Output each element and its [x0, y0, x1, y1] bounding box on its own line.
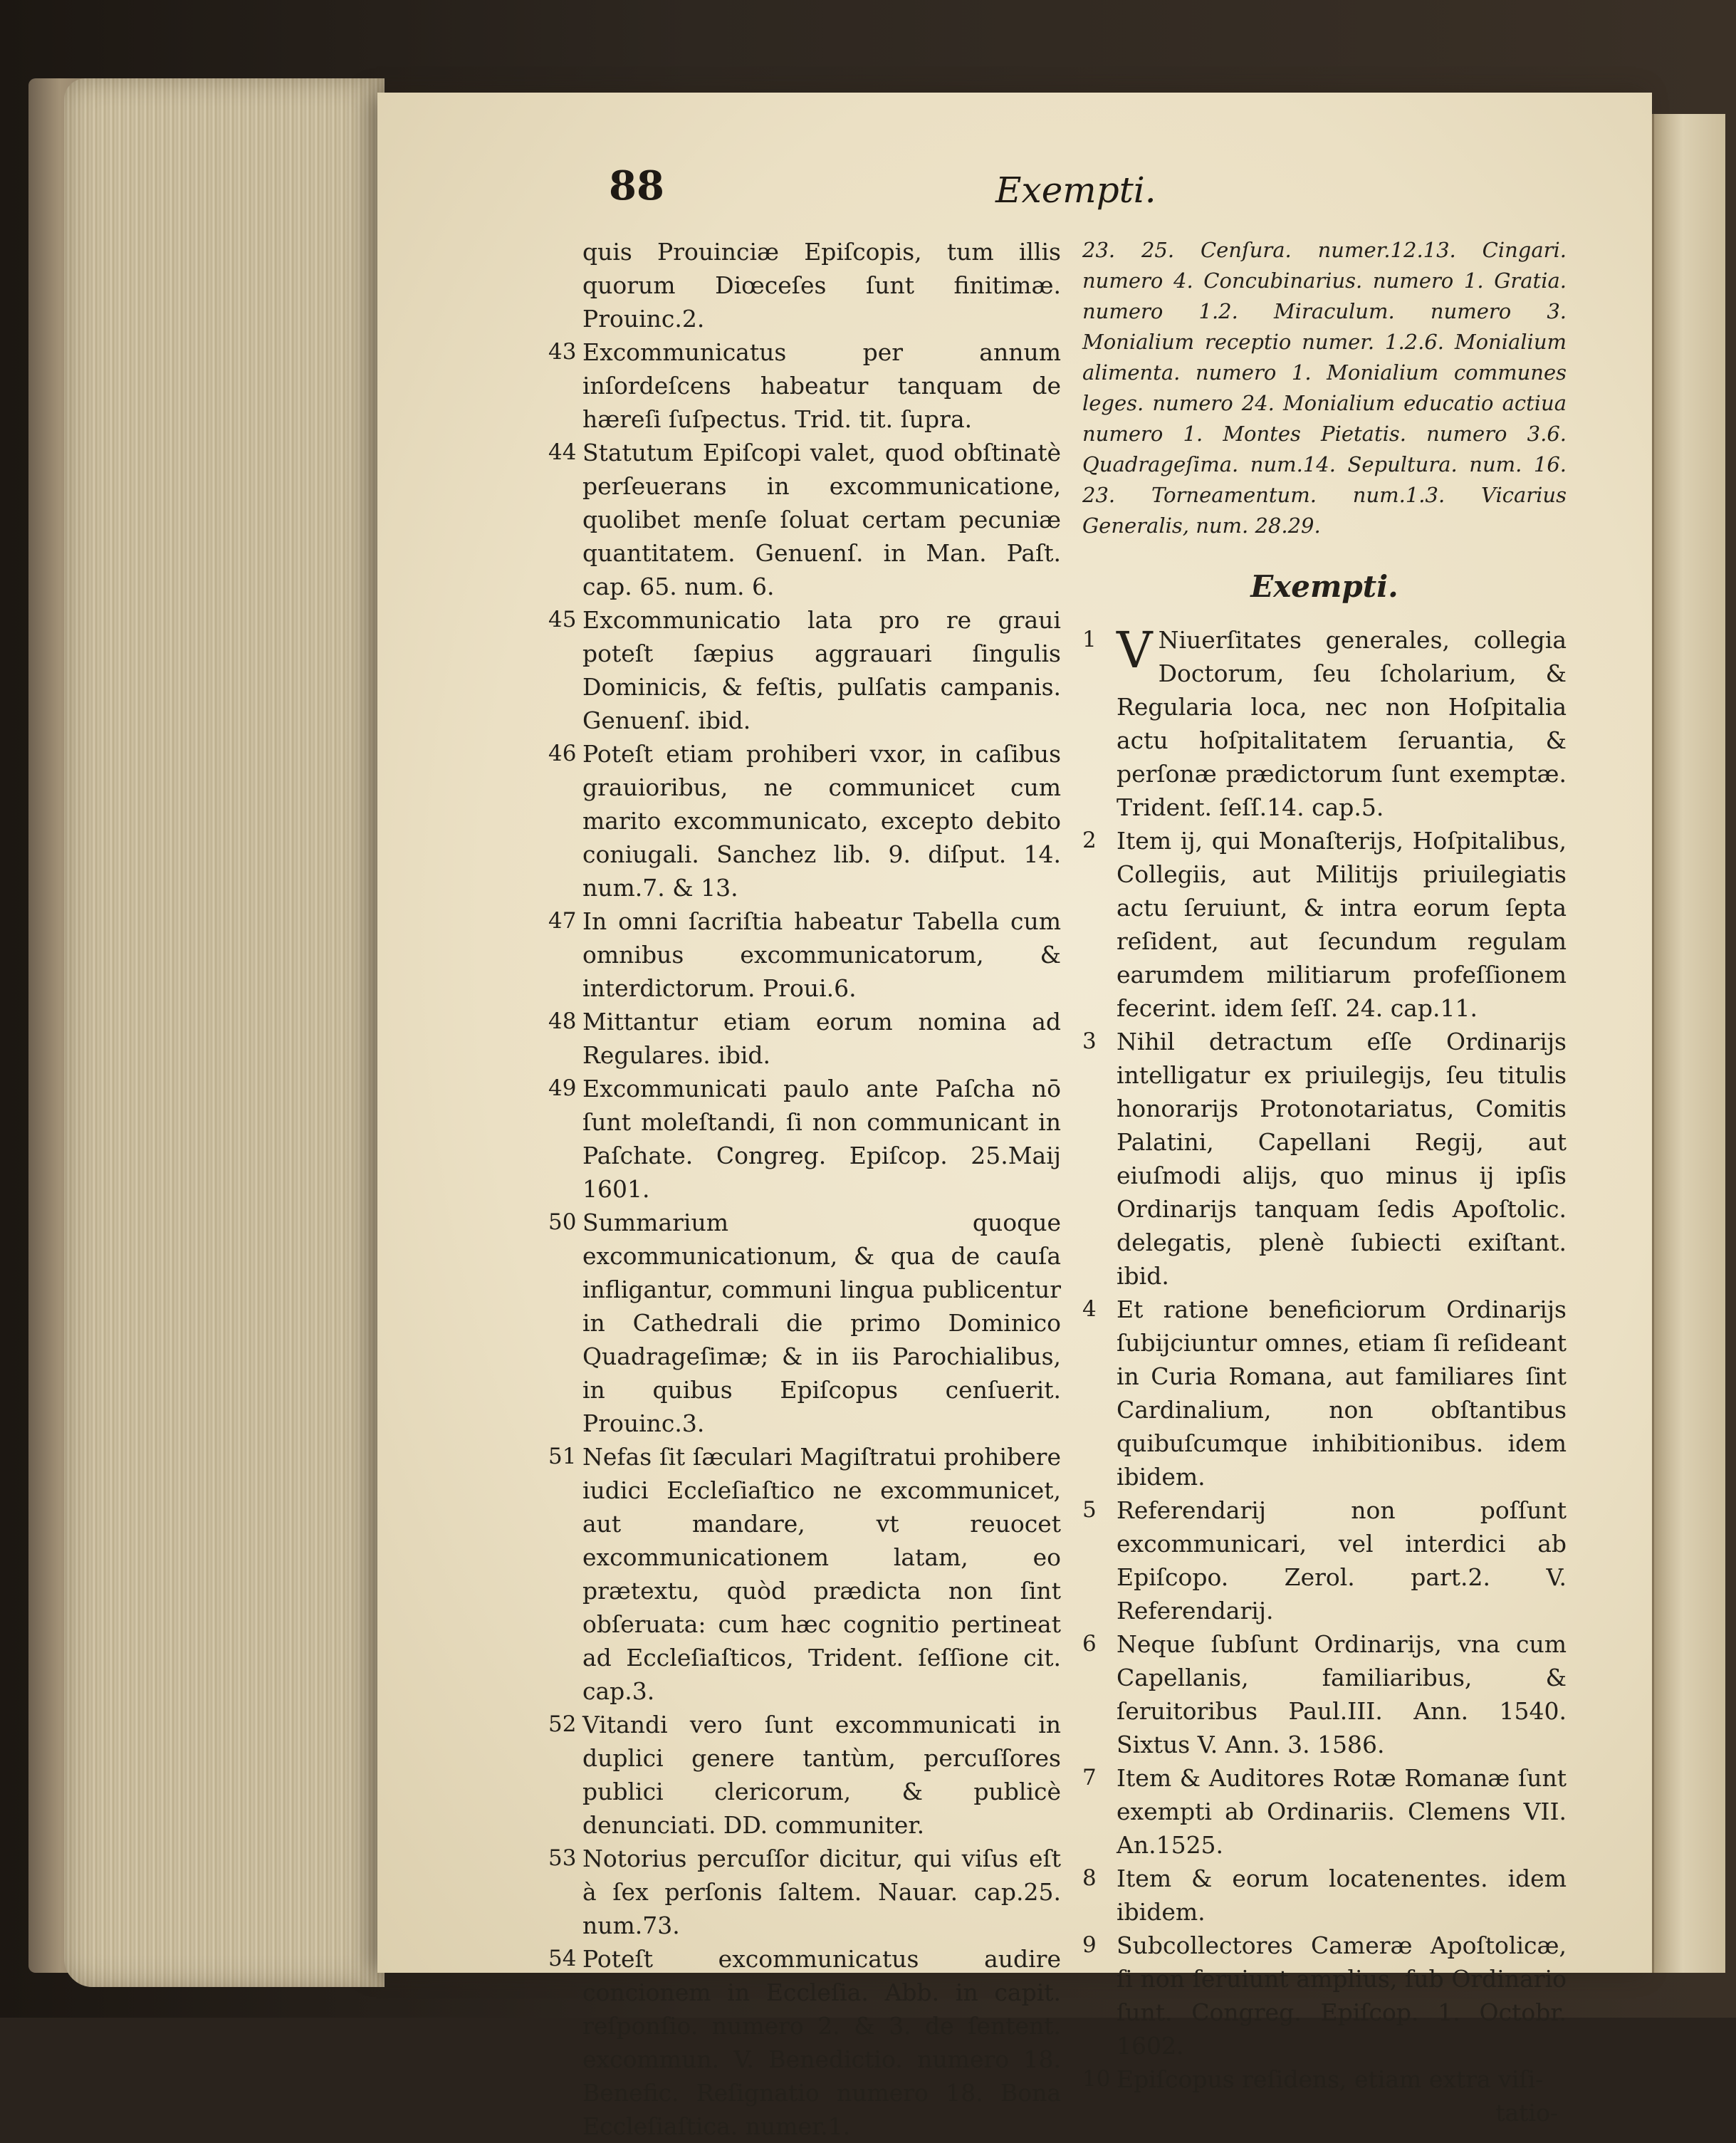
entry-text: Summarium quoque excommunicationum, & qua de cauſa infligantur, communi lingua publicentur in Cathedrali die primo Dominico Quadrageſimæ; & in iis Parochialibus, in quibus Epiſcopus cenſuerit. Prouinc.3. [582, 1209, 1061, 1437]
left-entry [548, 1842, 1061, 1942]
right-entry [1082, 824, 1567, 1025]
left-entry [548, 1942, 1061, 2143]
right-entry [1082, 623, 1567, 824]
entry-text: Poteſt etiam prohiberi vxor, in caſibus grauioribus, ne communicet cum marito excommunicato, excepto debito coniugali. Sanchez lib. 9. diſput. 14. num.7. & 13. [582, 740, 1061, 902]
entry-text: Excommunicatio lata pro re graui poteſt ſæpius aggrauari ſingulis Dominicis, & feſtis, pulſatis campanis. Genuenſ. ibid. [582, 606, 1061, 734]
entry-number: 10 [1082, 2066, 1111, 2092]
left-entry [548, 1206, 1061, 1440]
left-entry [548, 904, 1061, 1005]
entry-number: 51 [548, 1444, 577, 1469]
running-head: Exempti. [995, 170, 1156, 211]
entry-number: 54 [548, 1946, 577, 1971]
entry-text: quis Prouinciæ Epiſcopis, tum illis quorum Diœceſes ſunt finitimæ. Prouinc.2. [582, 238, 1061, 333]
entry-text: Subcollectores Cameræ Apoſtolicæ, ſi non ſeruiunt amplius, ſub Ordinario ſunt. Congreg. Epiſcop. 1. Octobr. 1602. [1117, 1931, 1567, 2060]
left-entry [548, 1708, 1061, 1842]
right-entry [1082, 1862, 1567, 1929]
right-entry [1082, 1293, 1567, 1493]
entry-text: Item ij, qui Monaſterijs, Hoſpitalibus, Collegiis, aut Militijs priuilegiatis actu ſeruiunt, & intra eorum ſepta reſident, aut ſecundum regulam earumdem militiarum profeſſionem fecerint. idem ſeſſ. 24. cap.11. [1117, 827, 1567, 1022]
left-entry [548, 335, 1061, 436]
entry-text: Et ratione beneficiorum Ordinarijs ſubijciuntur omnes, etiam ſi reſideant in Curia Romana, aut familiares ſint Cardinalium, non obſtantibus quibuſcumque inhibitionibus. idem ibidem. [1117, 1295, 1567, 1491]
entry-number: 8 [1082, 1865, 1097, 1891]
left-entry [548, 1072, 1061, 1206]
entry-number: 53 [548, 1845, 577, 1871]
left-entry [548, 235, 1061, 335]
entry-number: 44 [548, 439, 577, 465]
right-column [1082, 235, 1567, 2129]
entry-number: 7 [1082, 1765, 1097, 1790]
entry-text: Niuerſitates generales, collegia Doctorum, ſeu ſcholarium, & Regularia loca, nec non Hoſpitalia actu hoſpitalitatem ſeruantia, & perſonæ prædictorum ſunt exemptæ. Trident. ſeſſ.14. cap.5. [1117, 626, 1567, 821]
right-entry [1082, 1929, 1567, 2063]
entry-text: Excommunicatus per annum inſordeſcens habeatur tanquam de hæreſi ſuſpectus. Trid. tit. ſupra. [582, 338, 1061, 433]
left-entry [548, 1005, 1061, 1072]
entry-number: 49 [548, 1075, 577, 1101]
entry-number: 46 [548, 741, 577, 766]
right-entry [1082, 1627, 1567, 1761]
entry-text: Item & eorum locatenentes. idem ibidem. [1117, 1865, 1567, 1926]
entry-text: Epiſcopus reſidens, etiam extra viſi- [1117, 2065, 1544, 2093]
right-entry [1082, 2063, 1567, 2096]
right-entry [1082, 1761, 1567, 1862]
entry-text: Poteſt excommunicatus audire concionem in Eccleſia. Abb. in capit. reſponſio. numero 2. & 3. de ſentent. excommun. V. Benedictio. numero 18. Benefic. Reſignatio numero 18. Bona Eccleſiaſtica. numer.1. [582, 1945, 1061, 2140]
entry-text: Statutum Epiſcopi valet, quod obſtinatè perſeuerans in excommunicatione, quolibet menſe ſoluat certam pecuniæ quantitatem. Genuenſ. in Man. Paſt. cap. 65. num. 6. [582, 439, 1061, 600]
section-title: Exempti. [1250, 569, 1398, 604]
right-entry [1082, 1493, 1567, 1627]
entry-number: 52 [548, 1711, 577, 1737]
page-number: 88 [609, 162, 664, 209]
entry-number: 4 [1082, 1296, 1097, 1322]
left-column [548, 235, 1061, 2143]
entry-number: 48 [548, 1008, 577, 1034]
entry-text: Mittantur etiam eorum nomina ad Regulares. ibid. [582, 1008, 1061, 1069]
entry-number: 3 [1082, 1028, 1097, 1054]
facing-page-edge [1652, 114, 1725, 1973]
entry-number: 47 [548, 908, 577, 934]
index-continuation: 23. 25. Cenſura. numer.12.13. Cingari. numero 4. Concubinarius. numero 1. Gratia. numero 1.2. Miraculum. numero 3. Monialium receptio numer. 1.2.6. Monialium alimenta. numero 1. Monialium communes leges. numero 24. Monialium educatio actiua numero 1. Montes Pietatis. numero 3.6. Quadrageſima. num.14. Sepultura. num. 16. 23. Torneamentum. num.1.3. Vicarius Generalis, num. 28.29. [1082, 238, 1567, 538]
entry-number: 6 [1082, 1631, 1097, 1657]
entry-number: 5 [1082, 1497, 1097, 1523]
entry-text: Excommunicati paulo ante Paſcha nō ſunt moleſtandi, ſi non communicant in Paſchate. Congreg. Epiſcop. 25.Maij 1601. [582, 1075, 1061, 1203]
entry-text: Vitandi vero ſunt excommunicati in duplici genere tantùm, percuſſores publici clericorum, & publicè denunciati. DD. communiter. [582, 1711, 1061, 1839]
entry-text: Nihil detractum eſſe Ordinarijs intelligatur ex priuilegijs, ſeu titulis honorarijs Protonotariatus, Comitis Palatini, Capellani Regij, aut eiuſmodi alijs, quo minus ij ipſis Ordinarijs tanquam ſedis Apoſtolic. delegatis, plenè ſubiecti exiſtant. ibid. [1117, 1028, 1567, 1290]
entry-number: 50 [548, 1209, 577, 1235]
left-entry [548, 737, 1061, 904]
entry-text: Referendarij non poſſunt excommunicari, vel interdici ab Epiſcopo. Zerol. part.2. V. Referendarij. [1117, 1496, 1567, 1625]
entry-number: 45 [548, 607, 577, 632]
entry-text: Neque ſubſunt Ordinarijs, vna cum Capellanis, familiaribus, & ſeruitoribus Paul.III. Ann. 1540. Sixtus V. Ann. 3. 1586. [1117, 1630, 1567, 1758]
entry-number: 1 [1082, 627, 1097, 652]
entry-text: In omni ſacriſtia habeatur Tabella cum omnibus excommunicatorum, & interdictorum. Proui.6. [582, 907, 1061, 1002]
entry-number: 9 [1082, 1932, 1097, 1958]
entry-text: Item & Auditores Rotæ Romanæ ſunt exempti ab Ordinariis. Clemens VII. An.1525. [1117, 1764, 1567, 1859]
left-entry [548, 436, 1061, 603]
entry-text: Nefas ſit ſæculari Magiſtratui prohibere iudici Eccleſiaſtico ne excommunicet, aut mandare, vt reuocet excommunicationem latam, eo prætextu, quòd prædicta non ſint obſeruata: cum hæc cognitio pertineat ad Eccleſiaſticos, Trident. ſeſſione cit. cap.3. [582, 1443, 1061, 1705]
entry-number: 43 [548, 339, 577, 365]
drop-cap: V [1117, 621, 1153, 679]
book-page-edges [64, 78, 385, 1987]
entry-text: Notorius percuſſor dicitur, qui viſus eſt à ſex perſonis ſaltem. Nauar. cap.25. num.73. [582, 1845, 1061, 1939]
left-entry [548, 1440, 1061, 1708]
catchword: tatio- [1495, 2099, 1558, 2127]
left-entry [548, 603, 1061, 737]
entry-number: 2 [1082, 828, 1097, 853]
right-entry [1082, 1025, 1567, 1293]
